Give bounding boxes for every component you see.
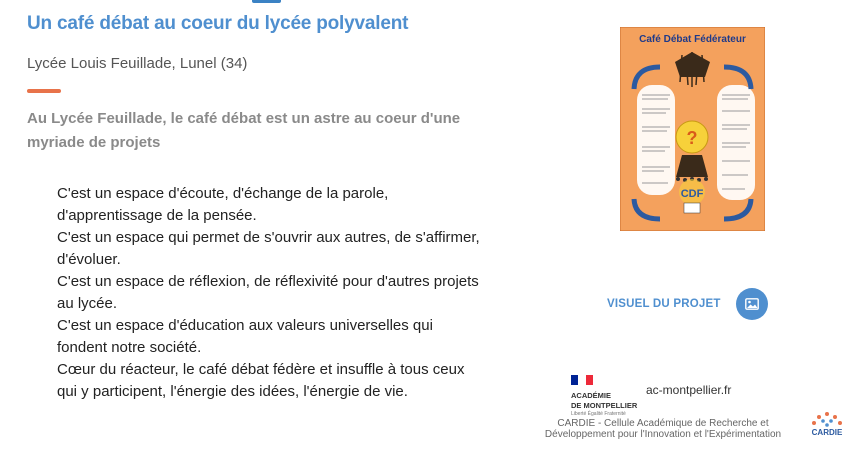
school-name: Lycée Louis Feuillade, Lunel (34) (27, 55, 248, 72)
paragraph: Cœur du réacteur, le café débat fédère et insuffle à tous ceux qui y participent, l'énergie des idées, l'énergie de vie. (57, 361, 465, 400)
academie-montpellier-logo[interactable] (571, 372, 637, 417)
visuel-du-projet-button[interactable] (607, 288, 768, 319)
academie-line1: ACADÉMIE (571, 391, 612, 400)
cardie-description (538, 418, 788, 440)
project-poster-image[interactable] (620, 27, 765, 231)
title-accent-bar (27, 89, 61, 93)
republique-flag-icon (571, 375, 593, 385)
paragraph: C'est un espace qui permet de s'ouvrir aux autres, de s'affirmer, d'évoluer. (57, 229, 480, 268)
cardie-logo[interactable] (808, 410, 846, 440)
top-tab-indicator (252, 0, 281, 3)
ac-montpellier-link[interactable]: ac-montpellier.fr (646, 383, 732, 397)
paragraph: C'est un espace d'éducation aux valeurs universelles qui fondent notre société. (57, 317, 433, 356)
project-description (57, 183, 487, 403)
paragraph: C'est un espace d'écoute, d'échange de la parole, d'apprentissage de la pensée. (57, 185, 389, 224)
poster-title: Café Débat Fédérateur (639, 34, 746, 45)
paragraph: C'est un espace de réflexion, de réflexivité pour d'autres projets au lycée. (57, 273, 479, 312)
visuel-label: VISUEL DU PROJET (607, 297, 721, 310)
cardie-logo-text: CARDIE (811, 428, 843, 437)
cardie-line2: Développement pour l'Innovation et l'Expérimentation (544, 429, 782, 440)
republique-motto: Liberté Égalité Fraternité (571, 411, 626, 417)
svg-text:?: ? (686, 128, 698, 148)
image-icon[interactable] (736, 288, 768, 320)
cardie-line1: CARDIE - Cellule Académique de Recherche et (557, 418, 769, 429)
lead-text: Au Lycée Feuillade, le café débat est un astre au coeur d'une myriade de projets (27, 110, 461, 151)
poster-badge: CDF (680, 188, 704, 200)
academie-line2: DE MONTPELLIER (571, 401, 638, 410)
page-title: Un café débat au coeur du lycée polyvalent (27, 13, 409, 34)
